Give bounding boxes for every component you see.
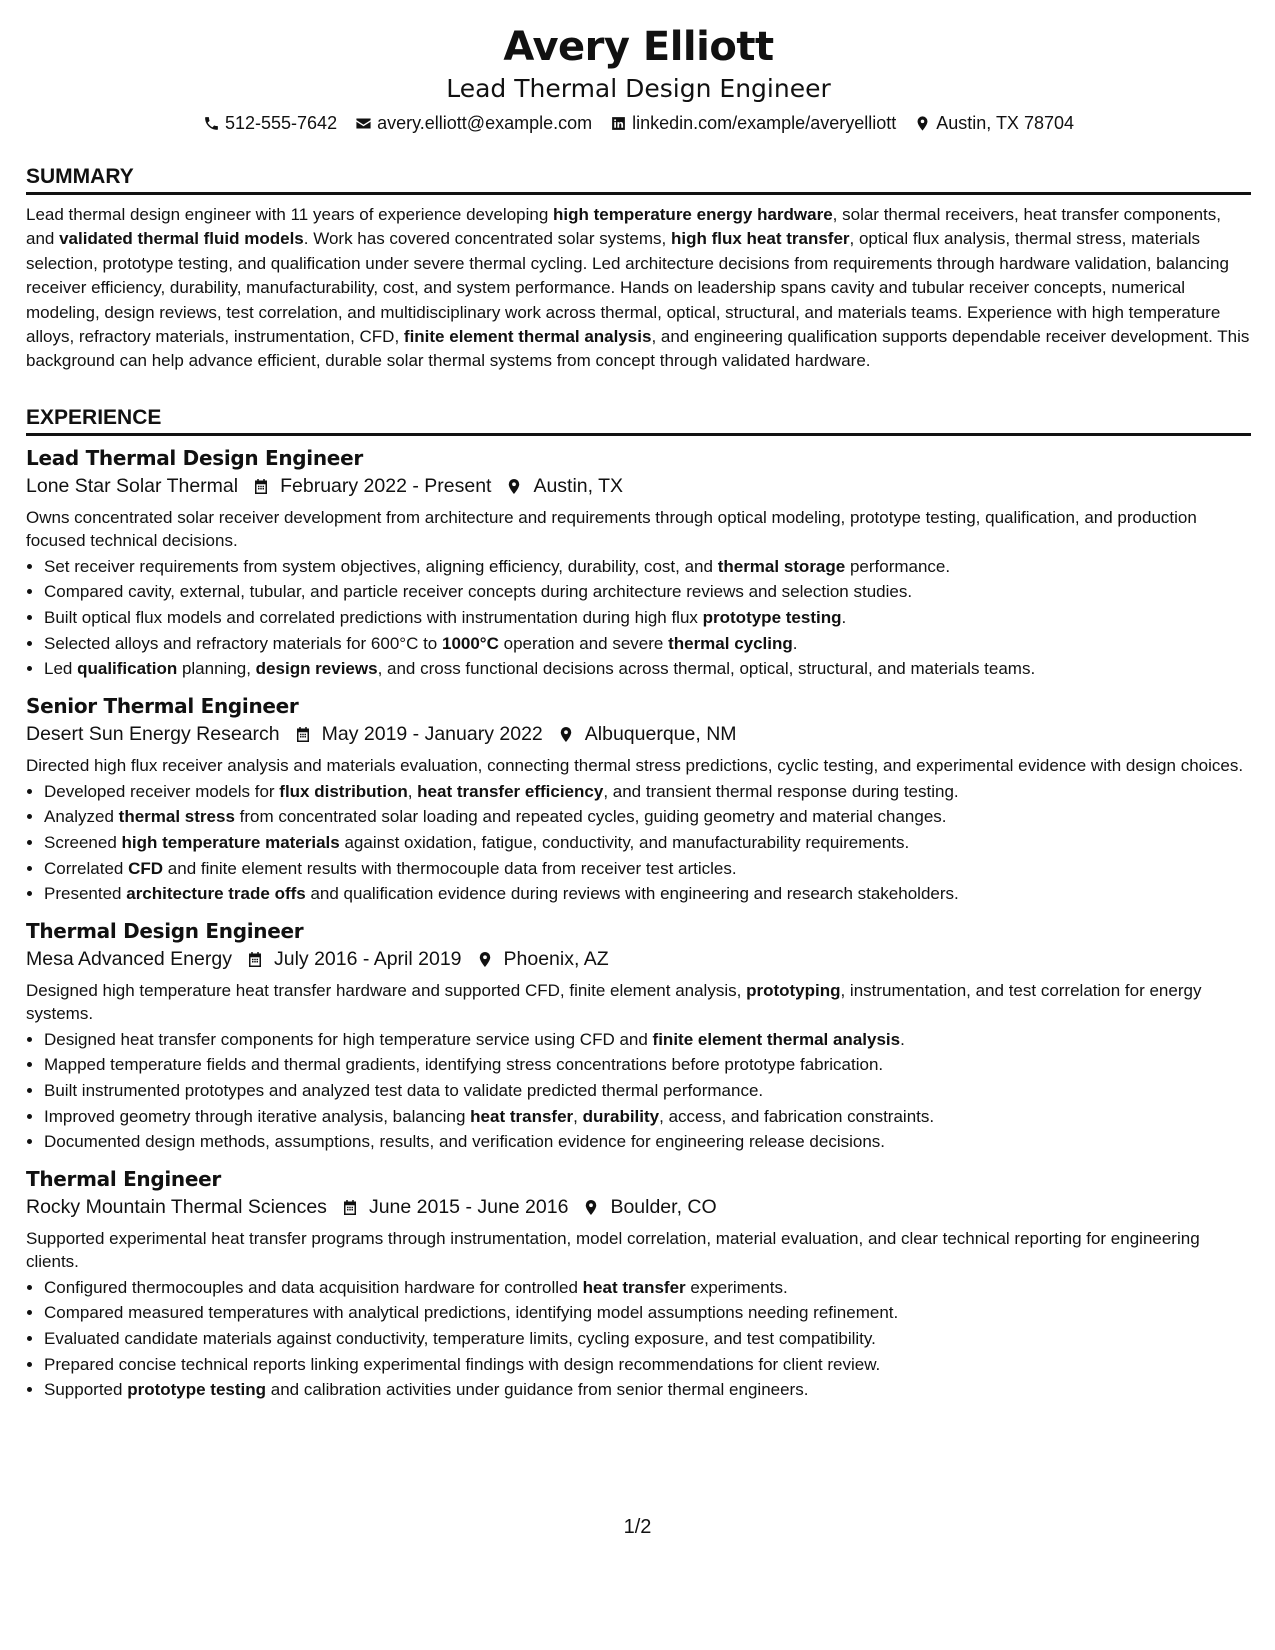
text-run: against oxidation, fatigue, conductivity, and manufacturability requirements. [339,833,910,852]
bold-keyword: finite element thermal analysis [652,1029,901,1049]
text-run: Correlated [44,858,129,878]
job-description: Supported experimental heat transfer programs through instrumentation, model correlation, material evaluation, and clear technical reporting for engineering clients. [26,1228,1200,1271]
bullet-item [44,579,1251,605]
job-location: Phoenix, AZ [503,947,609,970]
bold-keyword: prototyping [746,980,841,1000]
bullet-item [44,1052,1251,1078]
summary-text [26,203,1251,374]
text-run: Set receiver requirements from system objectives, aligning efficiency, durability, cost, and [44,556,718,576]
map-marker-icon [582,1198,600,1217]
job-dates: May 2019 - January 2022 [321,722,543,745]
job-meta [26,1193,1251,1222]
phone-icon [203,115,220,132]
bold-keyword: durability [582,1106,660,1126]
map-marker-icon [914,115,931,132]
bullet-item [44,804,1251,830]
text-run: . [900,1029,905,1049]
bullet-item [44,779,1251,805]
text-run: Configured thermocouples and data acquisition hardware for controlled [44,1277,583,1297]
email-text: avery.elliott@example.com [377,113,593,133]
map-marker-icon [476,950,494,969]
company-name: Lone Star Solar Thermal [26,474,239,497]
job-location: Austin, TX [533,474,624,497]
map-marker-icon [557,725,575,744]
job-bullets [26,554,1251,682]
contact-bar [26,111,1251,135]
job-meta [26,472,1251,501]
bold-keyword: flux distribution [279,781,408,801]
calendar-icon [252,477,270,496]
company-name: Desert Sun Energy Research [26,722,280,745]
text-run: Presented [44,884,127,904]
bullet-item [44,1078,1251,1104]
company-name: Mesa Advanced Energy [26,947,232,970]
bold-keyword: high flux heat transfer [671,229,850,249]
bold-keyword: high temperature materials [121,833,340,852]
candidate-title: Lead Thermal Design Engineer [446,74,831,103]
bold-keyword: prototype testing [127,1380,267,1400]
bold-keyword: validated thermal fluid models [59,229,304,249]
bold-keyword: thermal cycling [668,633,793,653]
text-run: planning, [177,659,256,679]
text-run: . [792,633,798,653]
bullet-item [44,605,1251,631]
text-run: Developed receiver models for [44,781,280,801]
text-run: and finite element results with thermocouple data from receiver test articles. [163,858,737,878]
text-run: Selected alloys and refractory materials for 600°C to [44,633,442,653]
bullet-item [44,1027,1251,1053]
text-run: Designed high temperature heat transfer hardware and supported CFD, finite element analysis, [26,980,747,1000]
job-description: Directed high flux receiver analysis and materials evaluation, connecting thermal stress predictions, cyclic testing, and experimental evidence with design choices. [26,755,1244,775]
bold-keyword: high temperature energy hardware [553,205,833,224]
text-run: Built optical flux models and correlated predictions with instrumentation during high flux [44,608,703,628]
bullet-item [44,1275,1251,1301]
bold-keyword: finite element thermal analysis [403,327,652,347]
company-name: Rocky Mountain Thermal Sciences [26,1195,327,1218]
envelope-icon [355,115,372,132]
bullet-item [44,1104,1251,1130]
text-run: . [841,608,847,628]
bold-keyword: thermal stress [118,807,235,827]
experience-entry [26,917,1251,1155]
text-run: from concentrated solar loading and repeated cycles, guiding geometry and material changes. [234,807,947,827]
job-meta [26,720,1251,749]
text-run: , [407,781,418,801]
bullet-item [44,656,1251,682]
bullet-item [44,1300,1251,1326]
job-title: Thermal Engineer [26,1166,221,1191]
text-run: Screened [44,833,122,852]
text-run: . Work has covered concentrated solar systems, [303,229,671,249]
text-run: , [573,1106,583,1126]
location-text: Austin, TX 78704 [936,113,1074,133]
candidate-name: Avery Elliott [503,24,774,70]
contact-email[interactable] [355,111,592,135]
bullet-item [44,1129,1251,1155]
job-dates: February 2022 - Present [280,474,492,497]
text-run: Compared cavity, external, tubular, and particle receiver concepts during architecture reviews and selection studies. [44,582,913,602]
job-dates: June 2015 - June 2016 [368,1195,569,1218]
phone-text: 512-555-7642 [224,113,338,133]
bullet-item [44,830,1251,856]
calendar-icon [294,725,312,744]
text-run: , and cross functional decisions across thermal, optical, structural, and materials teams. [377,659,1036,679]
text-run: Mapped temperature fields and thermal gradients, identifying stress concentrations before prototype fabrication. [44,1055,884,1075]
text-run: Analyzed [44,807,119,827]
resume-page [26,0,1251,1403]
text-run: Documented design methods, assumptions, results, and verification evidence for engineering release decisions. [44,1132,886,1152]
calendar-icon [246,950,264,969]
text-run: Built instrumented prototypes and analyzed test data to validate predicted thermal performance. [44,1080,764,1100]
text-run: Improved geometry through iterative analysis, balancing [44,1106,471,1126]
job-dates: July 2016 - April 2019 [273,947,462,970]
experience-entry [26,692,1251,907]
text-run: Led [44,659,78,679]
page-number: 1/2 [623,1516,652,1538]
bullet-item [44,1326,1251,1352]
bold-keyword: prototype testing [702,608,842,628]
bold-keyword: heat transfer [582,1277,686,1297]
resume-header [26,0,1251,135]
text-run: , instrumentation, and test correlation for energy systems. [26,980,1202,1023]
bold-keyword: CFD [128,858,164,878]
text-run: Evaluated candidate materials against conductivity, temperature limits, cycling exposure, and test compatibility. [44,1328,876,1348]
contact-linkedin[interactable] [610,111,896,135]
text-run: , solar thermal receivers, heat transfer components, and [26,205,1222,249]
bullet-item [44,631,1251,657]
job-title: Senior Thermal Engineer [26,693,299,718]
linkedin-text: linkedin.com/example/averyelliott [632,113,897,133]
calendar-icon [341,1198,359,1217]
map-marker-icon [505,477,523,496]
bold-keyword: architecture trade offs [126,884,306,904]
bold-keyword: design reviews [255,659,378,679]
experience-entry [26,444,1251,682]
bullet-item [44,1377,1251,1403]
text-run: Lead thermal design engineer with 11 years of experience developing [26,205,554,224]
job-location: Boulder, CO [610,1195,717,1218]
text-run: , and transient thermal response during testing. [603,781,959,801]
summary-heading: SUMMARY [26,163,1251,195]
text-run: Designed heat transfer components for high temperature service using CFD and [44,1029,653,1049]
text-run: experiments. [685,1277,788,1297]
job-location: Albuquerque, NM [584,722,737,745]
bold-keyword: 1000°C [441,633,499,653]
bullet-item [44,1352,1251,1378]
bullet-item [44,856,1251,882]
experience-list [26,444,1251,1403]
text-run: , and engineering qualification supports dependable receiver development. This background can help advance efficient, durable solar thermal systems from concept through validated hardware. [26,327,1250,371]
bullet-item [44,881,1251,907]
text-run: , access, and fabrication constraints. [659,1106,935,1126]
text-run: Prepared concise technical reports linking experimental findings with design recommendations for client review. [44,1354,881,1374]
text-run: and calibration activities under guidance from senior thermal engineers. [266,1380,809,1400]
job-bullets [26,779,1251,907]
text-run: operation and severe [498,633,669,653]
job-description: Owns concentrated solar receiver development from architecture and requirements through optical modeling, prototype testing, qualification, and production focused technical decisions. [26,507,1197,550]
linkedin-icon [610,115,627,132]
bold-keyword: qualification [77,659,178,679]
contact-phone[interactable] [203,111,337,135]
text-run: Compared measured temperatures with analytical predictions, identifying model assumptions needing refinement. [44,1303,899,1323]
experience-entry [26,1165,1251,1403]
text-run: Supported [44,1380,128,1400]
bold-keyword: thermal storage [717,556,846,576]
bold-keyword: heat transfer [470,1106,574,1126]
bullet-item [44,554,1251,580]
job-meta [26,945,1251,974]
job-bullets [26,1027,1251,1155]
job-bullets [26,1275,1251,1403]
job-description [26,979,1251,1025]
text-run: performance. [845,556,951,576]
text-run: , optical flux analysis, thermal stress, materials selection, prototype testing, and qualification under severe thermal cycling. Led architecture decisions from requirements through hardware validation, balancing receiver efficiency, durability, manufacturability, cost, and system performance. Hands on leadership spans cavity and tubular receiver concepts, numerical modeling, design reviews, test correlation, and multidisciplinary work across thermal, optical, structural, and materials teams. Experience with high temperature alloys, refractory materials, instrumentation, CFD, [26,229,1229,347]
bold-keyword: heat transfer efficiency [417,781,604,801]
experience-heading: EXPERIENCE [26,404,1251,436]
contact-location [914,111,1074,135]
text-run: and qualification evidence during reviews with engineering and research stakeholders. [305,884,959,904]
job-title: Lead Thermal Design Engineer [26,445,363,470]
job-title: Thermal Design Engineer [26,918,304,943]
